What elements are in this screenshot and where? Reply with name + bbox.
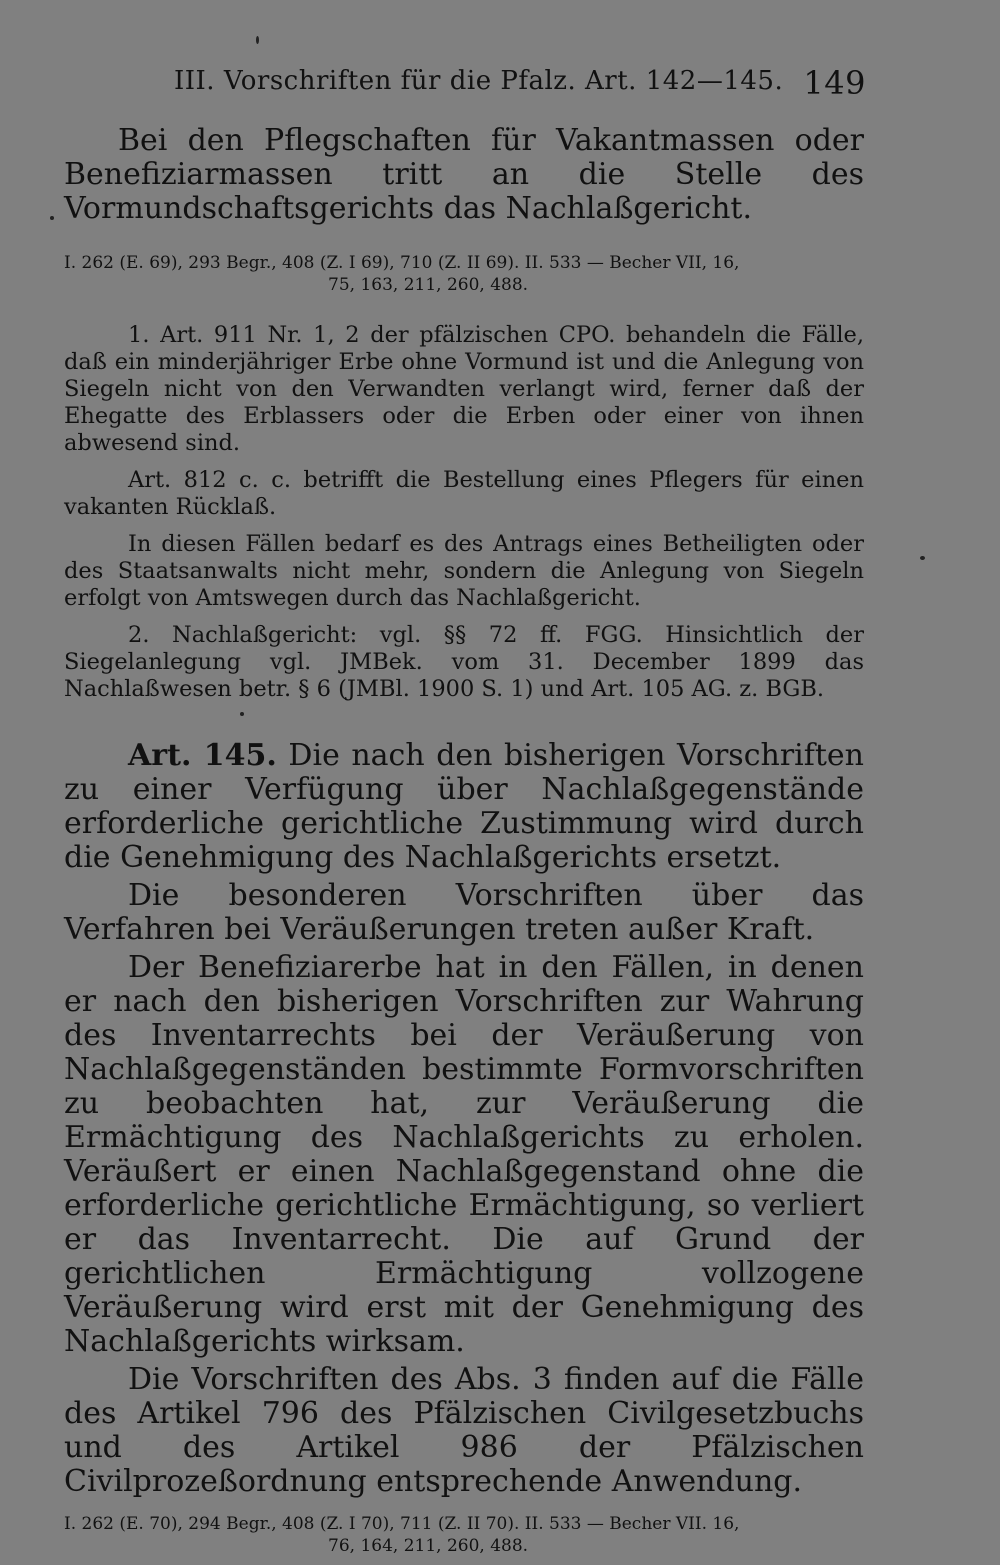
reference-bottom-line2: 76, 164, 211, 260, 488. [328, 1536, 529, 1556]
lead-paragraph: Bei den Pflegschaften für Vakantmassen oder Benefiziarmassen tritt an die Stelle des Vormundschaftsgerichts das Nachlaßgericht. [64, 123, 864, 226]
note-paragraph-2: Art. 812 c. c. betrifft die Bestellung eines Pflegers für einen vakanten Rücklaß. [64, 467, 864, 520]
article-145-paragraph-2: Die besonderen Vorschriften über das Verfahren bei Veräußerungen treten außer Kraft. [64, 878, 864, 947]
print-speck [920, 556, 925, 560]
book-page [64, 60, 864, 1557]
reference-bottom [64, 1513, 864, 1557]
note-paragraph-1: 1. Art. 911 Nr. 1, 2 der pfälzischen CPO. behandeln die Fälle, daß ein minderjähriger Erbe ohne Vormund ist und die Anlegung von Siegeln nicht von den Verwandten verlangt wird, ferner daß der Ehegatte des Erblassers oder die Erben oder einer von ihnen abwesend sind. [64, 322, 864, 456]
running-head-title: III. Vorschriften für die Pfalz. Art. 142—145. [174, 66, 784, 96]
article-145-paragraph-1 [64, 739, 864, 875]
note-paragraph-4: 2. Nachlaßgericht: vgl. §§ 72 ff. FGG. Hinsichtlich der Siegelanlegung vgl. JMBek. vom 31. December 1899 das Nachlaßwesen betr. § 6 (JMBl. 1900 S. 1) und Art. 105 AG. z. BGB. [64, 622, 864, 702]
reference-top-line1: I. 262 (E. 69), 293 Begr., 408 (Z. I 69), 710 (Z. II 69). II. 533 — Becher VII, 16, [64, 253, 740, 273]
article-label: Art. 145. [128, 738, 277, 773]
reference-top-line2: 75, 163, 211, 260, 488. [328, 275, 529, 295]
print-speck [50, 216, 54, 220]
article-145-paragraph-3: Der Benefiziarerbe hat in den Fällen, in denen er nach den bisherigen Vorschriften zur Wahrung des Inventarrechts bei der Veräußerung von Nachlaßgegenständen bestimmte Formvorschriften zu beobachten hat, zur Veräußerung die Ermächtigung des Nachlaßgerichts zu erholen. Veräußert er einen Nachlaßgegenstand ohne die erforderliche gerichtliche Ermächtigung, so verliert er das Inventarrecht. Die auf Grund der gerichtlichen Ermächtigung vollzogene Veräußerung wird erst mit der Genehmigung des Nachlaßgerichts wirksam. [64, 950, 864, 1359]
article-paragraph-1-text: Die nach den bisherigen Vorschriften zu einer Verfügung über Nachlaßgegenstände erforderliche gerichtliche Zustimmung wird durch die Genehmigung des Nachlaßgerichts ersetzt. [64, 738, 864, 875]
article-145-paragraph-4: Die Vorschriften des Abs. 3 finden auf die Fälle des Artikel 796 des Pfälzischen Civilgesetzbuchs und des Artikel 986 der Pfälzischen Civilprozeßordnung entsprechende Anwendung. [64, 1362, 864, 1499]
page-number: 149 [803, 64, 866, 102]
note-paragraph-3: In diesen Fällen bedarf es des Antrags eines Betheiligten oder des Staatsanwalts nicht mehr, sondern die Anlegung von Siegeln erfolgt von Amtswegen durch das Nachlaßgericht. [64, 531, 864, 611]
print-speck [256, 36, 259, 44]
running-head [64, 60, 864, 108]
reference-bottom-line1: I. 262 (E. 70), 294 Begr., 408 (Z. I 70), 711 (Z. II 70). II. 533 — Becher VII. 16, [64, 1514, 740, 1534]
reference-top [64, 252, 864, 296]
print-speck [240, 712, 244, 716]
